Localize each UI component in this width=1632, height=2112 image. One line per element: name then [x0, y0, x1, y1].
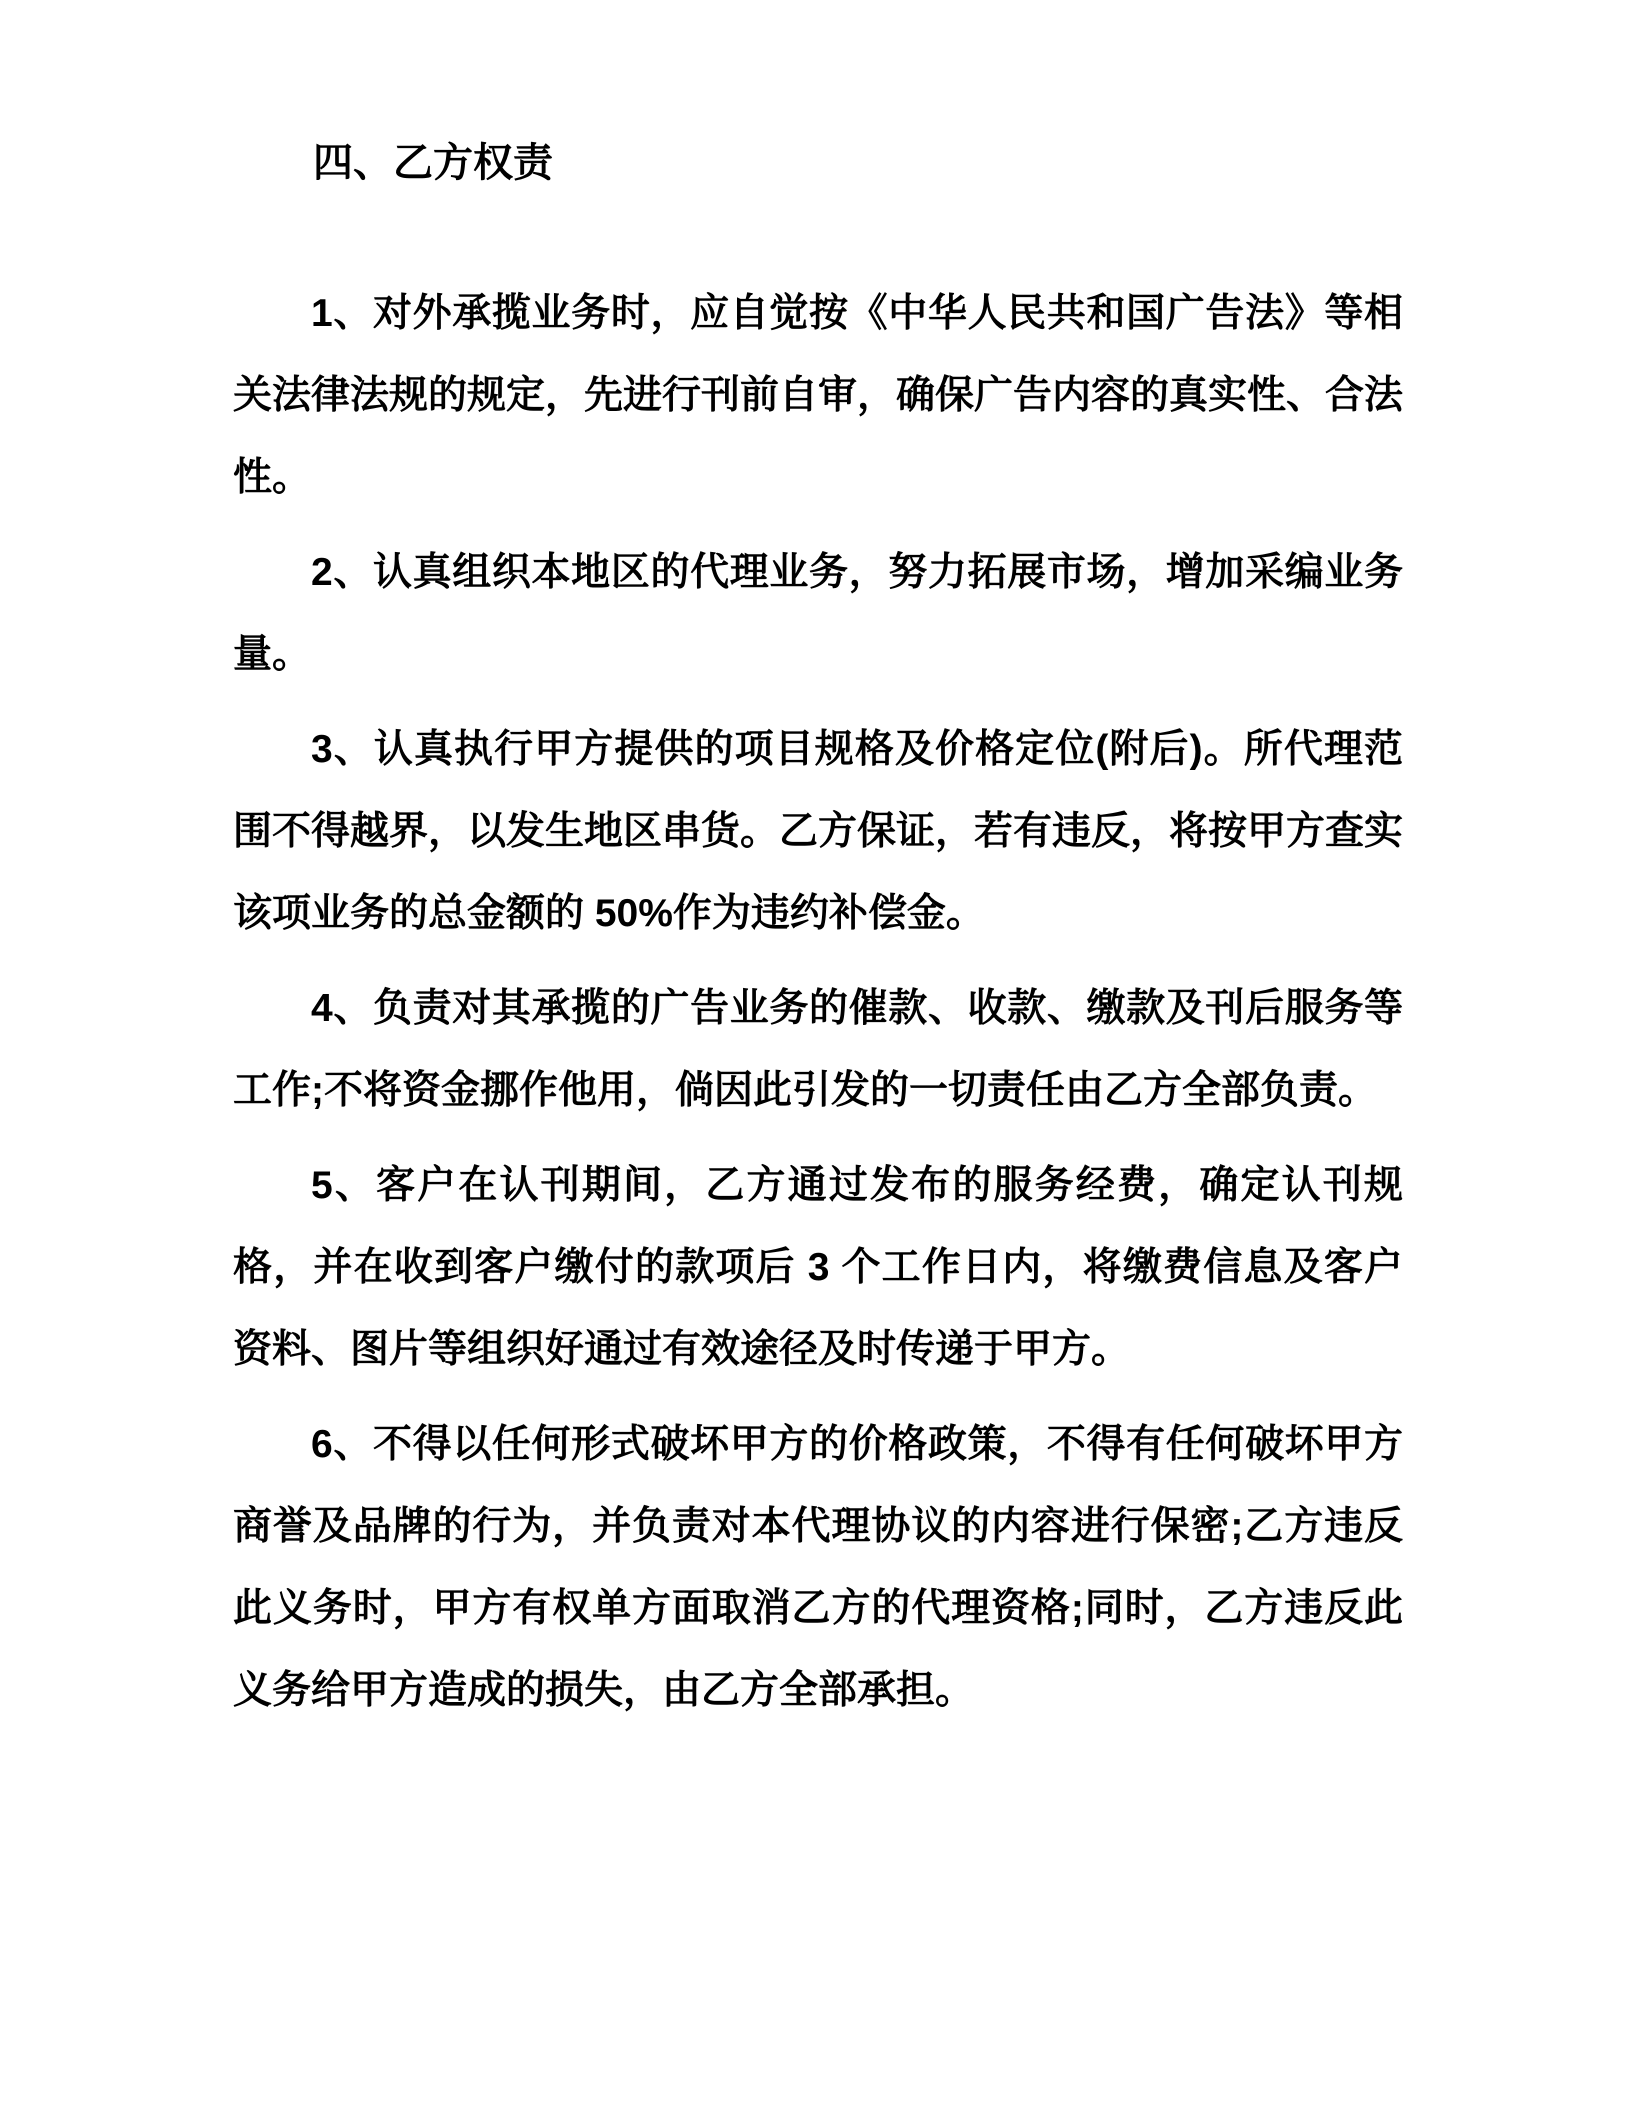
clause-paragraph-3: 3、认真执行甲方提供的项目规格及价格定位(附后)。所代理范围不得越界，以发生地区串货。乙方保证，若有违反，将按甲方查实该项业务的总金额的 50%作为违约补偿金。: [233, 728, 1404, 935]
clause-paragraph-6: 6、不得以任何形式破坏甲方的价格政策，不得有任何破坏甲方商誉及品牌的行为，并负责对本代理协议的内容进行保密;乙方违反此义务时，甲方有权单方面取消乙方的代理资格;同时，乙方违反此义务给甲方造成的损失，由乙方全部承担。: [233, 1423, 1403, 1712]
clause-paragraph-5: 5、客户在认刊期间，乙方通过发布的服务经费，确定认刊规格，并在收到客户缴付的款项后 3 个工作日内，将缴费信息及客户资料、图片等组织好通过有效途径及时传递于甲方。: [233, 1164, 1403, 1371]
clause-paragraph-1: 1、对外承揽业务时，应自觉按《中华人民共和国广告法》等相关法律法规的规定，先进行刊前自审，确保广告内容的真实性、合法性。: [233, 292, 1404, 499]
clause-paragraph-4: 4、负责对其承揽的广告业务的催款、收款、缴款及刊后服务等工作;不将资金挪作他用，倘因此引发的一切责任由乙方全部负责。: [233, 987, 1403, 1112]
document-content: [233, 122, 1403, 1732]
section-heading: 四、乙方权责: [313, 141, 553, 185]
clause-paragraph-2: 2、认真组织本地区的代理业务，努力拓展市场，增加采编业务量。: [233, 551, 1403, 676]
